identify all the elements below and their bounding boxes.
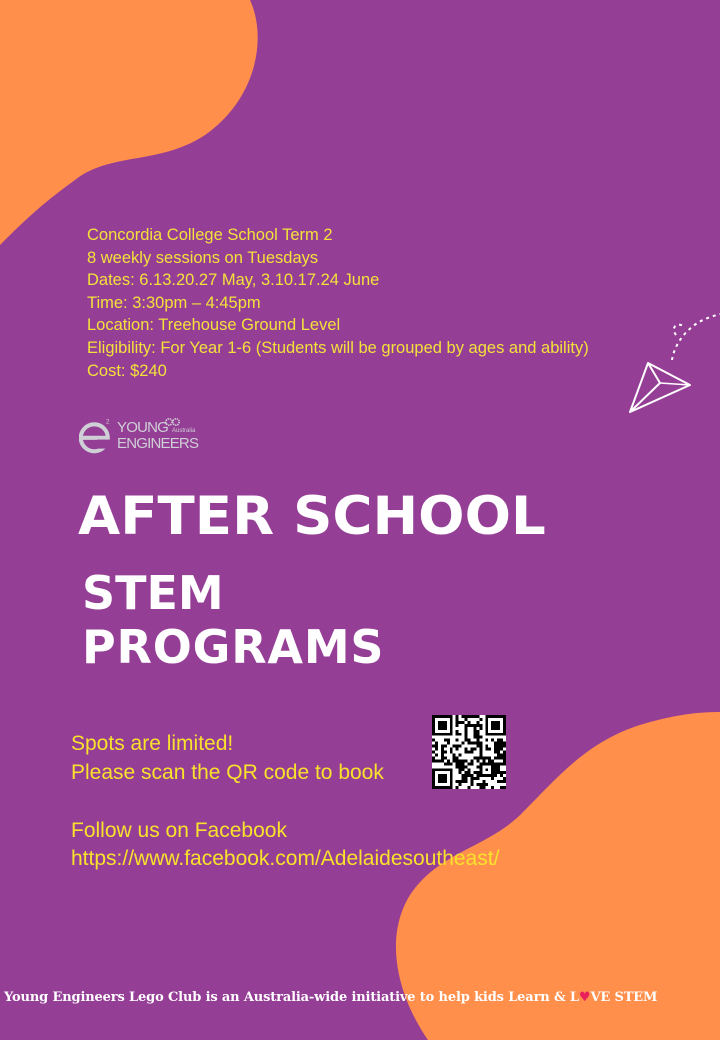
info-time: Time: 3:30pm – 4:45pm — [87, 293, 261, 312]
facebook-link[interactable]: https://www.facebook.com/Adelaidesoutheast/ — [71, 847, 500, 870]
info-location: Location: Treehouse Ground Level — [87, 316, 341, 335]
qr-code-icon[interactable] — [432, 715, 506, 789]
footer-text-end: VE STEM — [590, 990, 658, 1005]
info-cost: Cost: $240 — [87, 361, 167, 380]
footer-text: Young Engineers Lego Club is an Australia-wide initiative to help kids Learn & L — [4, 990, 579, 1005]
logo-australia: Australia — [172, 428, 196, 434]
headline-programs: PROGRAMS — [82, 620, 385, 674]
paper-plane-icon — [620, 305, 720, 415]
info-term: Concordia College School Term 2 — [87, 226, 333, 244]
young-engineers-logo — [79, 413, 204, 458]
info-dates: Dates: 6.13.20.27 May, 3.10.17.24 June — [87, 271, 380, 290]
logo-young: YOUNG — [117, 419, 169, 436]
footer-tagline — [4, 990, 720, 1005]
follow-facebook: Follow us on Facebook — [71, 819, 287, 842]
headline-after-school: AFTER SCHOOL — [78, 486, 546, 547]
e2-logo-mark — [79, 415, 115, 457]
info-sessions: 8 weekly sessions on Tuesdays — [87, 248, 319, 267]
logo-superscript: 2 — [106, 418, 110, 426]
qr-code-pattern — [432, 715, 506, 789]
spots-limited: Spots are limited! — [71, 732, 234, 755]
info-eligibility: Eligibility: For Year 1-6 (Students will be grouped by ages and ability) — [87, 338, 589, 357]
logo-engineers: ENGINEERS — [117, 435, 199, 452]
scan-qr-instruction: Please scan the QR code to book — [71, 761, 384, 784]
heart-icon: ♥ — [578, 990, 591, 1005]
program-info — [87, 224, 589, 382]
headline-stem: STEM — [82, 566, 224, 620]
